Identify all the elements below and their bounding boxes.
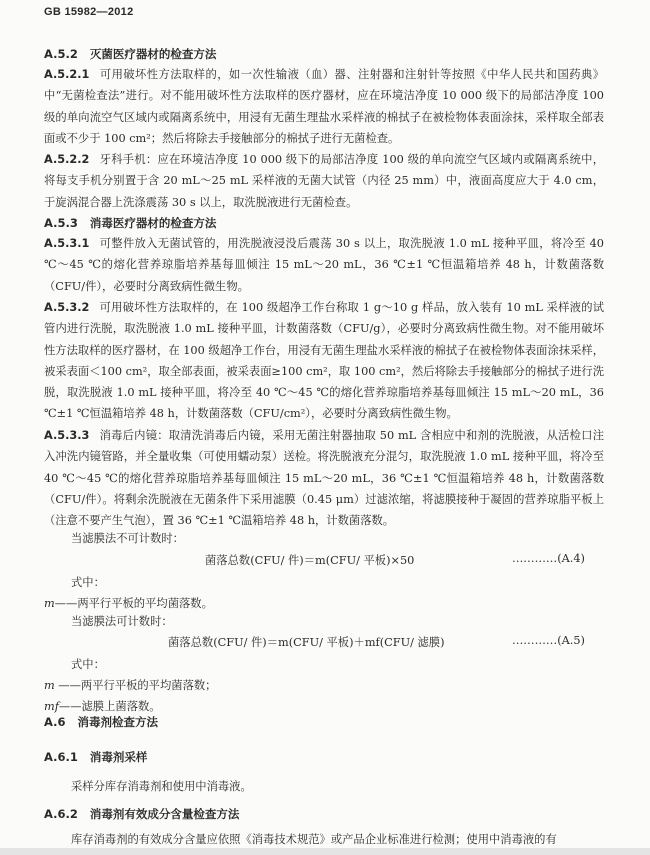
para-text: 消毒后内镜：取清洗消毒后内镜，采用无菌注射器抽取 50 mL 含相应中和剂的洗脱液，从活检口注入冲洗内镜管路，并全量收集（可使用蠕动泵）送检。将洗脱液充分混匀，取洗脱液 1.0 mL 接种平皿，将冷至 40 ℃～45 ℃的熔化营养琼脂培养基每皿倾注 15 mL～20 mL，36 ℃±1 ℃恒温箱培养 48 h，计数菌落数（CFU/件）。将剩余洗脱液在无菌条件下采用滤膜（0.45 μm）过滤浓缩，将滤膜接种于凝固的营养琼脂平板上（注意不要产生气泡），置 36 ℃±1 ℃温箱培养 48 h，计数菌落数。 [44,429,604,528]
symbol: m [44,597,55,610]
bottom-bar [0,848,650,855]
definition-text: ——滤膜上菌落数。 [58,700,161,713]
heading-a61 [44,749,147,765]
uncountable-intro: 当滤膜法不可计数时： [71,532,184,545]
where-label: 式中： [71,576,105,589]
definition-mf [44,698,161,714]
countable-intro: 当滤膜法可计数时： [71,615,173,628]
section-number: A.5.3 [44,216,78,230]
symbol: mf [44,700,59,713]
heading-a53 [44,215,216,231]
heading-a62 [44,806,239,822]
para-a61: 采样分库存消毒剂和使用中消毒液。 [71,780,252,793]
definition-text: ——两平行平板的平均菌落数； [54,679,217,692]
symbol: m [44,679,55,692]
heading-a6 [44,714,158,730]
definition-m [44,595,213,611]
section-title: 灭菌医疗器材的检查方法 [89,47,217,61]
para-a532 [44,297,604,425]
section-number: A.6 [44,715,66,729]
definition-m [44,677,216,693]
doc-header: GB 15982—2012 [44,6,134,18]
section-title: 消毒剂采样 [89,750,148,764]
para-a521 [44,64,604,149]
section-number: A.6.2 [44,807,78,821]
para-text: 可用破坏性方法取样的，在 100 级超净工作台称取 1 g～10 g 样品，放入装有 10 mL 采样液的试管内进行洗脱，取洗脱液 1.0 mL 接种平皿，计数菌落数（CFU/g），必要时分离致病性微生物。对不能用破坏性方法取样的医疗器材，在 100 级超净工作台，用浸有无菌生理盐水采样液的棉拭子在被检物体表面涂抹采样，被采表面＜100 cm²，取全部表面，被采表面≥100 cm²，取 100 cm²，然后将除去手接触部分的棉拭子进行洗脱，取洗脱液 1.0 mL 接种平皿，将冷至 40 ℃～45 ℃的熔化营养琼脂培养基每皿倾注 15 mL～20 mL，36 ℃±1 ℃恒温箱培养 48 h，计数菌落数（CFU/cm²），必要时分离致病性微生物。 [44,301,604,421]
heading-a52 [44,46,216,62]
para-number: A.5.2.1 [44,68,90,81]
para-a522 [44,149,604,213]
para-a533 [44,425,604,531]
section-title: 消毒医疗器材的检查方法 [89,216,217,230]
section-title: 消毒剂检查方法 [77,715,158,729]
definition-text: ——两平行平板的平均菌落数。 [54,597,213,610]
para-a531 [44,233,604,297]
para-text: 牙科手机：应在环境洁净度 10 000 级下的局部洁净度 100 级的单向流空气区域内或隔离系统中，将每支手机分别置于含 20 mL～25 mL 采样液的无菌大试管（内径 25 mm）中，液面高度应大于 4.0 cm，于旋涡混合器上洗涤震荡 30 s 以上，取洗脱液进行无菌检查。 [44,153,604,209]
equation-number-a4: …………(A.4) [512,552,585,565]
section-number: A.5.2 [44,47,78,61]
section-number: A.6.1 [44,750,78,764]
para-text: 可整件放入无菌试管的，用洗脱液浸没后震荡 30 s 以上，取洗脱液 1.0 mL 接种平皿，将冷至 40 ℃～45 ℃的熔化营养琼脂培养基每皿倾注 15 mL～20 mL，36 ℃±1 ℃恒温箱培养 48 h，计数菌落数（CFU/件），必要时分离致病性微生物。 [44,237,604,293]
formula-a5: 菌落总数(CFU/ 件)＝m(CFU/ 平板)＋mf(CFU/ 滤膜) [168,636,445,649]
section-title: 消毒剂有效成分含量检查方法 [89,807,240,821]
para-number: A.5.3.3 [44,429,90,442]
equation-number-a5: …………(A.5) [512,634,585,647]
formula-a4: 菌落总数(CFU/ 件)＝m(CFU/ 平板)×50 [205,554,415,567]
para-number: A.5.2.2 [44,153,90,166]
para-text: 可用破坏性方法取样的，如一次性输液（血）器、注射器和注射针等按照《中华人民共和国药典》中“无菌检查法”进行。对不能用破坏性方法取样的医疗器材，应在环境洁净度 10 000 级下的局部洁净度 100 级的单向流空气区域内或隔离系统中，用浸有无菌生理盐水采样液的棉拭子在被检物体表面涂抹，采样取全部表面或不少于 100 cm²；然后将除去手接触部分的棉拭子进行无菌检查。 [44,68,604,145]
para-a62: 库存消毒剂的有效成分含量应依照《消毒技术规范》或产品企业标准进行检测；使用中消毒液的有 [71,833,557,846]
para-number: A.5.3.2 [44,301,90,314]
para-number: A.5.3.1 [44,237,90,250]
where-label: 式中： [71,658,105,671]
